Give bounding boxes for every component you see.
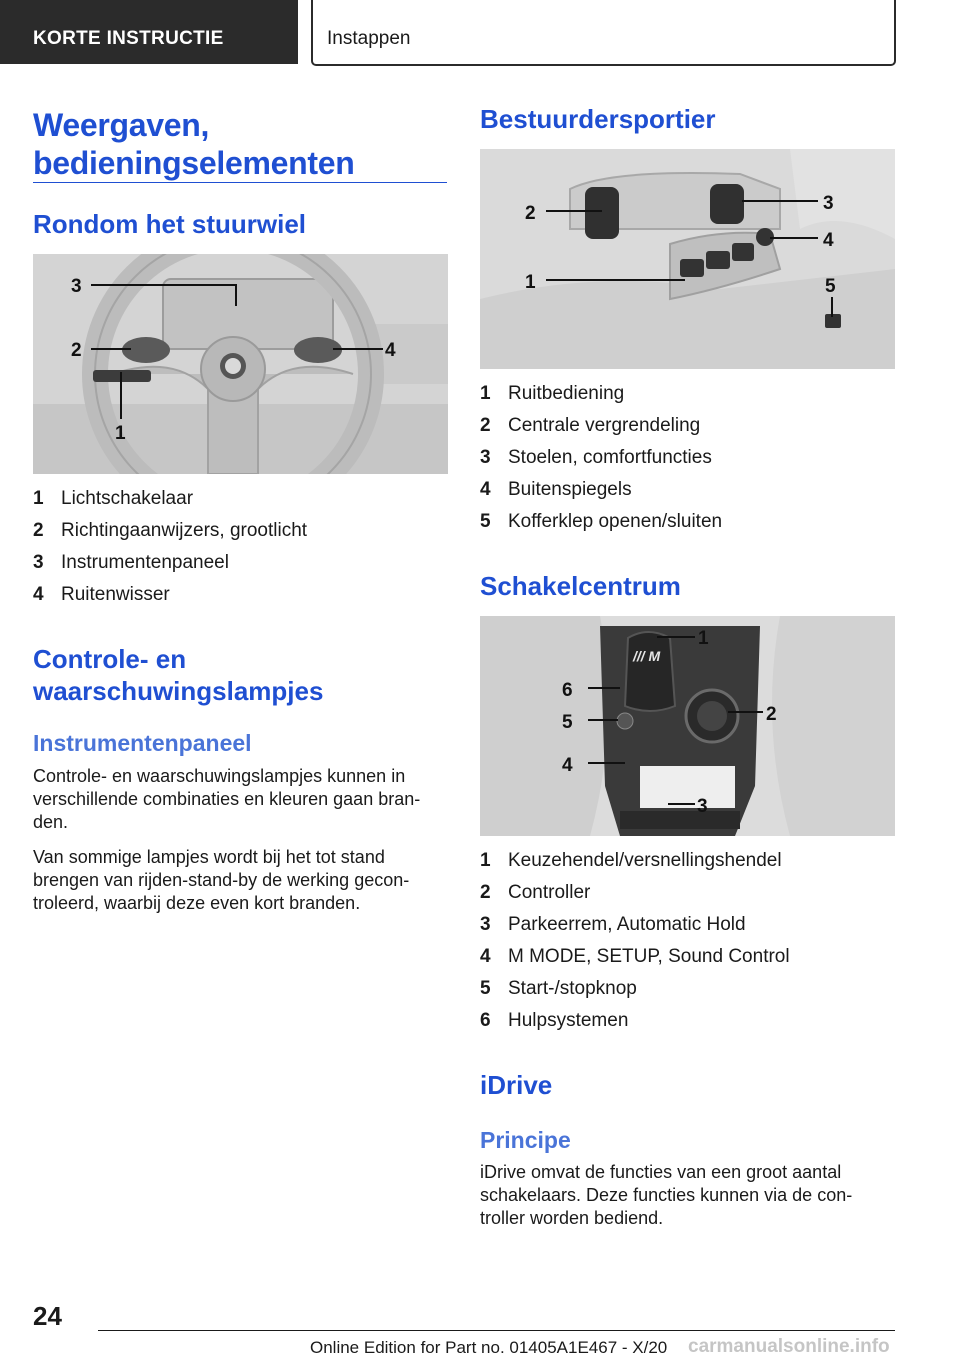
door-callout-5: 5 xyxy=(825,276,836,297)
item-number: 3 xyxy=(480,447,491,468)
list-item xyxy=(33,582,307,614)
door-callout-2: 2 xyxy=(525,203,536,224)
steering-legend xyxy=(33,486,307,614)
heading-steering-wheel: Rondom het stuurwiel xyxy=(33,209,306,239)
console-callout-4: 4 xyxy=(562,755,573,776)
list-item xyxy=(480,445,722,477)
list-item xyxy=(480,848,790,880)
paragraph-lamps-1 xyxy=(33,765,447,834)
door-callout-1: 1 xyxy=(525,272,536,293)
footer-edition: Online Edition for Part no. 01405A1E467 - X/20 xyxy=(310,1338,668,1357)
item-number: 6 xyxy=(480,1010,491,1031)
item-label: Parkeerrem, Automatic Hold xyxy=(508,914,746,935)
page-title xyxy=(33,106,355,182)
item-number: 4 xyxy=(33,584,44,605)
item-number: 1 xyxy=(33,488,44,509)
heading-line-1: Controle- en xyxy=(33,644,187,674)
page-title-line-1: Weergaven, xyxy=(33,107,210,143)
list-item xyxy=(33,550,307,582)
paragraph-idrive xyxy=(480,1161,894,1230)
item-label: Instrumentenpaneel xyxy=(61,552,229,573)
item-number: 1 xyxy=(480,850,491,871)
text-line: verschillende combinaties en kleuren gaan bran- xyxy=(33,789,421,809)
steering-wheel-photo xyxy=(33,254,448,474)
list-item xyxy=(480,509,722,541)
item-label: Hulpsystemen xyxy=(508,1010,629,1031)
console-callout-6: 6 xyxy=(562,680,573,701)
driver-door-photo xyxy=(480,149,895,369)
item-number: 2 xyxy=(480,415,491,436)
heading-warning-lamps xyxy=(33,643,323,707)
door-callout-4: 4 xyxy=(823,230,834,251)
door-legend xyxy=(480,381,722,541)
item-label: Keuzehendel/versnellingshendel xyxy=(508,850,782,871)
item-label: Ruitbediening xyxy=(508,383,625,404)
text-line: schakelaars. Deze functies kunnen via de con- xyxy=(480,1185,853,1205)
list-item xyxy=(480,477,722,509)
list-item xyxy=(33,486,307,518)
console-callout-5: 5 xyxy=(562,712,573,733)
item-number: 3 xyxy=(33,552,44,573)
heading-line-2: waarschuwingslampjes xyxy=(33,676,324,706)
center-console-photo xyxy=(480,616,895,836)
subheading-principle: Principe xyxy=(480,1127,571,1153)
chapter-tab xyxy=(311,0,896,66)
footer-rule xyxy=(98,1330,895,1331)
console-callout-1: 1 xyxy=(698,628,709,649)
item-label: Buitenspiegels xyxy=(508,479,632,500)
item-label: M MODE, SETUP, Sound Control xyxy=(508,946,790,967)
item-label: Ruitenwisser xyxy=(61,584,170,605)
item-number: 1 xyxy=(480,383,491,404)
text-line: iDrive omvat de functies van een groot aantal xyxy=(480,1162,842,1182)
item-number: 2 xyxy=(480,882,491,903)
section-title: KORTE INSTRUCTIE xyxy=(33,28,224,49)
page-number: 24 xyxy=(33,1301,62,1331)
list-item xyxy=(480,976,790,1008)
section-tab xyxy=(0,0,298,64)
item-number: 4 xyxy=(480,946,491,967)
console-legend xyxy=(480,848,790,1040)
steering-callout-1: 1 xyxy=(115,423,126,444)
paragraph-lamps-2 xyxy=(33,846,447,915)
text-line: brengen van rijden-stand-by de werking gecon- xyxy=(33,870,410,890)
heading-driver-door: Bestuurdersportier xyxy=(480,104,716,134)
item-number: 5 xyxy=(480,978,491,999)
item-number: 3 xyxy=(480,914,491,935)
item-label: Kofferklep openen/sluiten xyxy=(508,511,723,532)
steering-callout-2: 2 xyxy=(71,340,82,361)
heading-control-centre: Schakelcentrum xyxy=(480,571,681,601)
list-item xyxy=(480,381,722,413)
item-label: Centrale vergrendeling xyxy=(508,415,701,436)
steering-callout-4: 4 xyxy=(385,340,396,361)
console-callout-2: 2 xyxy=(766,704,777,725)
text-line: Controle- en waarschuwingslampjes kunnen in xyxy=(33,766,406,786)
item-number: 2 xyxy=(33,520,44,541)
item-label: Stoelen, comfortfuncties xyxy=(508,447,712,468)
page-title-line-2: bedieningselementen xyxy=(33,145,355,181)
heading-idrive: iDrive xyxy=(480,1070,553,1100)
m-logo: /// M xyxy=(633,648,661,664)
console-callout-3: 3 xyxy=(697,796,708,817)
list-item xyxy=(480,413,722,445)
list-item xyxy=(480,880,790,912)
item-label: Richtingaanwijzers, grootlicht xyxy=(61,520,308,541)
steering-callout-3: 3 xyxy=(71,276,82,297)
text-line: den. xyxy=(33,812,69,832)
subheading-instrument-panel: Instrumentenpaneel xyxy=(33,730,252,756)
text-line: Van sommige lampjes wordt bij het tot stand xyxy=(33,847,385,867)
list-item xyxy=(480,1008,790,1040)
list-item xyxy=(480,944,790,976)
item-number: 4 xyxy=(480,479,491,500)
title-underline xyxy=(33,182,447,183)
text-line: troleerd, waarbij deze even kort branden. xyxy=(33,893,361,913)
item-number: 5 xyxy=(480,511,491,532)
list-item xyxy=(33,518,307,550)
item-label: Controller xyxy=(508,882,591,903)
chapter-title: Instappen xyxy=(327,28,411,49)
door-callout-3: 3 xyxy=(823,193,834,214)
list-item xyxy=(480,912,790,944)
watermark: carmanualsonline.info xyxy=(688,1336,890,1357)
text-line: troller worden bediend. xyxy=(480,1208,664,1228)
item-label: Start-/stopknop xyxy=(508,978,637,999)
item-label: Lichtschakelaar xyxy=(61,488,194,509)
